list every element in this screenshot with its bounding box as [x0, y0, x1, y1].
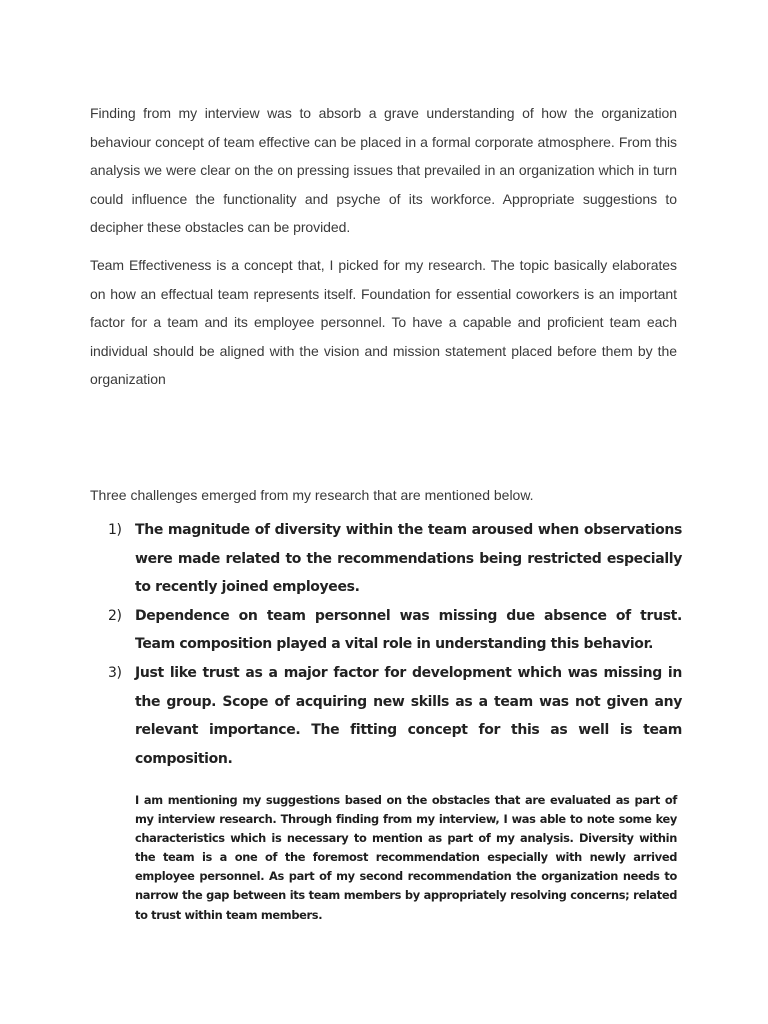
paragraph-team-effectiveness: Team Effectiveness is a concept that, I picked for my research. The topic basically elaborates on how an effectual team represents itself. Foundation for essential coworkers is an important factor for a team and its employee personnel. To have a capable and proficient team each individual should be aligned with the vision and mission statement placed before them by the organization — [90, 257, 677, 388]
list-item-text: Dependence on team personnel was missing due absence of trust. Team composition played a vital role in understanding this behavior. — [135, 607, 682, 653]
list-item — [108, 602, 682, 659]
list-item-number: 3) — [108, 664, 122, 681]
list-item-number: 2) — [108, 607, 122, 624]
list-item-text: Just like trust as a major factor for development which was missing in the group. Scope of acquiring new skills as a team was not given any relevant importance. The fitting concept for this as well is team composition. — [135, 664, 682, 767]
list-item — [108, 516, 682, 602]
list-item-number: 1) — [108, 522, 122, 538]
challenges-list — [108, 516, 682, 773]
list-item — [108, 659, 682, 773]
list-item-text: The magnitude of diversity within the team aroused when observations were made related to the recommendations being restricted especially to recently joined employees. — [135, 522, 682, 596]
challenges-intro: Three challenges emerged from my research that are mentioned below. — [90, 487, 534, 503]
paragraph-suggestions: I am mentioning my suggestions based on the obstacles that are evaluated as part of my interview research. Through finding from my interview, I was able to note some key characteristics which is necessary to mention as part of my analysis. Diversity within the team is a one of the foremost recommendation especially with newly arrived employee personnel. As part of my second recommendation the organization needs to narrow the gap between its team members by appropriately resolving concerns; related to trust within team members. — [135, 793, 677, 922]
paragraph-findings: Finding from my interview was to absorb a grave understanding of how the organization behaviour concept of team effective can be placed in a formal corporate atmosphere. From this analysis we were clear on the on pressing issues that prevailed in an organization which in turn could influence the functionality and psyche of its workforce. Appropriate suggestions to decipher these obstacles can be provided. — [90, 105, 677, 236]
